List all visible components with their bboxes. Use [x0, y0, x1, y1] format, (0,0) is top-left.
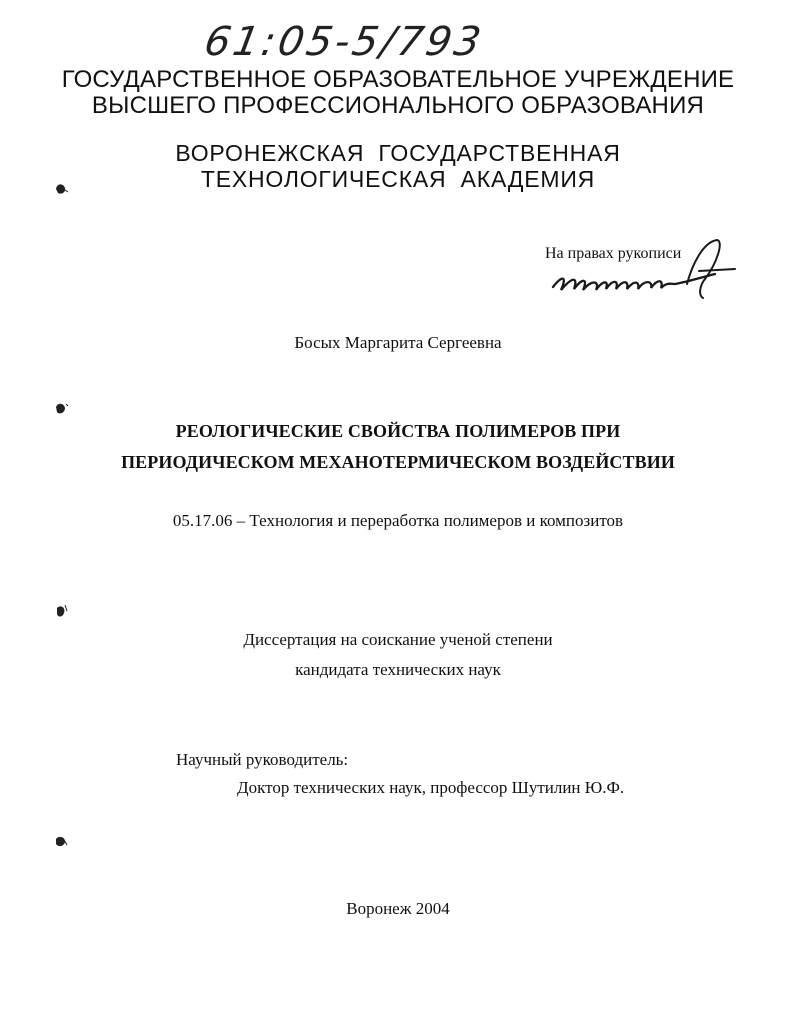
handwritten-archive-number: 61:05-5/793 [200, 19, 488, 65]
binding-hole-icon [53, 603, 69, 619]
rights-note: На правах рукописи [545, 245, 682, 262]
institution-line-2: ВЫСШЕГО ПРОФЕССИОНАЛЬНОГО ОБРАЗОВАНИЯ [91, 92, 705, 119]
thesis-title-line-2: ПЕРИОДИЧЕСКОМ МЕХАНОТЕРМИЧЕСКОМ ВОЗДЕЙСТВИИ [121, 452, 675, 472]
place-year: Воронеж 2004 [346, 899, 450, 918]
binding-hole-icon [53, 180, 69, 196]
advisor-label: Научный руководитель: [176, 750, 349, 769]
thesis-title-line-1: РЕОЛОГИЧЕСКИЕ СВОЙСТВА ПОЛИМЕРОВ ПРИ [175, 421, 621, 441]
specialty-code: 05.17.06 – Технология и переработка полимеров и композитов [172, 511, 624, 530]
binding-hole-icon [53, 833, 69, 849]
academy-line-1: ВОРОНЕЖСКАЯ ГОСУДАРСТВЕННАЯ [175, 140, 621, 166]
academy-line-2: ТЕХНОЛОГИЧЕСКАЯ АКАДЕМИЯ [200, 166, 596, 192]
signature-icon [545, 232, 740, 302]
advisor-name: Доктор технических наук, профессор Шутилин Ю.Ф. [237, 778, 625, 797]
institution-line-1: ГОСУДАРСТВЕННОЕ ОБРАЗОВАТЕЛЬНОЕ УЧРЕЖДЕНИЕ [61, 66, 735, 93]
dissertation-line-2: кандидата технических наук [295, 660, 501, 679]
binding-hole-icon [53, 400, 69, 416]
author-name: Босых Маргарита Сергеевна [294, 333, 502, 352]
dissertation-line-1: Диссертация на соискание ученой степени [243, 630, 553, 649]
